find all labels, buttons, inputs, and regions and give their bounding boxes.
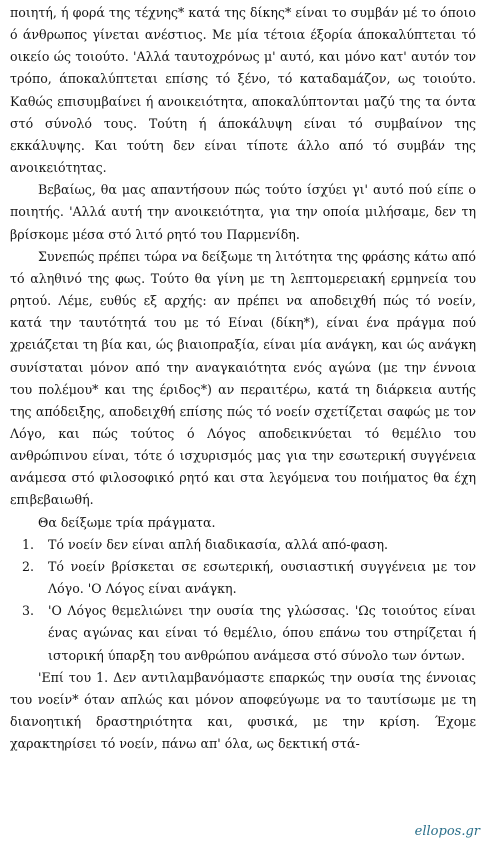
- list-item-number: 2.: [22, 558, 35, 574]
- list-item: [10, 556, 476, 600]
- closing-paragraph: 'Επί του 1. Δεν αντιλαμβανόμαστε επαρκώς την ουσία της έννοιας του νοείν* όταν απλώς και μόνον αποφεύγωμε να το ταυτίσωμε με τη διανοητική δραστηριότητα και, φυσικά, με την κρίση. Έχομε χαρακτηρίσει τό νοείν, πάνω απ' όλα, ως δεκτική στά-: [10, 669, 476, 752]
- list-item-number: 1.: [22, 536, 35, 552]
- site-watermark: ellopos.gr: [414, 824, 480, 839]
- list-item: [10, 600, 476, 666]
- paragraph-3: Συνεπώς πρέπει τώρα να δείξωμε τη λιτότητα της φράσης κάτω από τό αληθινό της φως. Τούτο θα γίνη με τη λεπτομερειακή ερμηνεία του ρητού. Λέμε, ευθύς εξ αρχής: αν πρέπει να αποδειχθή πώς τό νοείν, κατά την ταυτότητά του με τό Είναι (δίκη*), είναι ένα πράγμα πού χρειάζεται τη βία και, ώς βιαιοπραξία, είναι μία ανάγκη, και ώς ανάγκη συνίσταται μόνον από την αναγκαιότητα ενός αγώνα (με την έννοια του πολέμου* και της έριδος*) αν περαιτέρω, κατά τη διάρκεια αυτής της απόδειξης, αποδειχθή επίσης πώς τό νοείν σχετίζεται σαφώς με τον Λόγο, και πώς τούτος ό Λόγος αποδεικνύεται τό θεμέλιο του ανθρώπινου είναι, τότε ό ισχυρισμός μας για την εσωτερική συγγένεια ανάμεσα στό φιλοσοφικό ρητό και στα λεγόμενα του ποιήματος θα έχη επιβεβαιωθή.: [10, 248, 477, 508]
- book-page: [10, 2, 476, 755]
- list-item: [10, 534, 476, 556]
- list-item-text: Τό νοείν βρίσκεται σε εσωτερική, ουσιαστική συγγένεια με τον Λόγο. 'Ο Λόγος είναι ανάγκη.: [48, 558, 476, 597]
- list-item-text: 'Ο Λόγος θεμελιώνει την ουσία της γλώσσας. 'Ως τοιούτος είναι ένας αγώνας και είναι τό θεμέλιο, όπου επάνω του στηρίζεται ή ιστορική ύπαρξη του ανθρώπου ανάμεσα στό σύνολο των όντων.: [48, 603, 476, 663]
- paragraph-1: ποιητή, ή φορά της τέχνης* κατά της δίκης* είναι το συμβάν μέ το όποιο ό άνθρωπος γίνεται ανέστιος. Με μία τέτοια έξορία άποκαλύπτεται τό οικείο ώς τοιούτο. 'Αλλά ταυτοχρόνως μ' αυτό, και μόνο κατ' αυτόν τον τρόπο, άποκαλύπτεται επίσης τό ξένο, τό καταδαμάζον, ως τοιούτο. Καθώς επισυμβαίνει ή ανοικειότητα, αποκαλύπτονται μαζύ της τα όντα στό σύνολό τους. Τούτη ή άποκάλυψη είναι τό συμβαίνον της εκκάλυψης. Και τούτη δεν είναι τίποτε άλλο από τό συμβάν της ανοικειότητας.: [10, 5, 476, 176]
- numbered-list: [10, 534, 476, 667]
- list-item-number: 3.: [22, 603, 35, 619]
- list-item-text: Τό νοείν δεν είναι απλή διαδικασία, αλλά από-φαση.: [48, 536, 389, 552]
- paragraph-2: Βεβαίως, θα μας απαντήσουν πώς τούτο ίσχύει γι' αυτό πού είπε ο ποιητής. 'Αλλά αυτή την ανοικειότητα, για την οποία μιλήσαμε, δεν τη βρίσκομε μέσα στό λιτό ρητό του Παρμενίδη.: [10, 182, 476, 242]
- paragraph-4-intro: Θα δείξωμε τρία πράγματα.: [38, 514, 216, 530]
